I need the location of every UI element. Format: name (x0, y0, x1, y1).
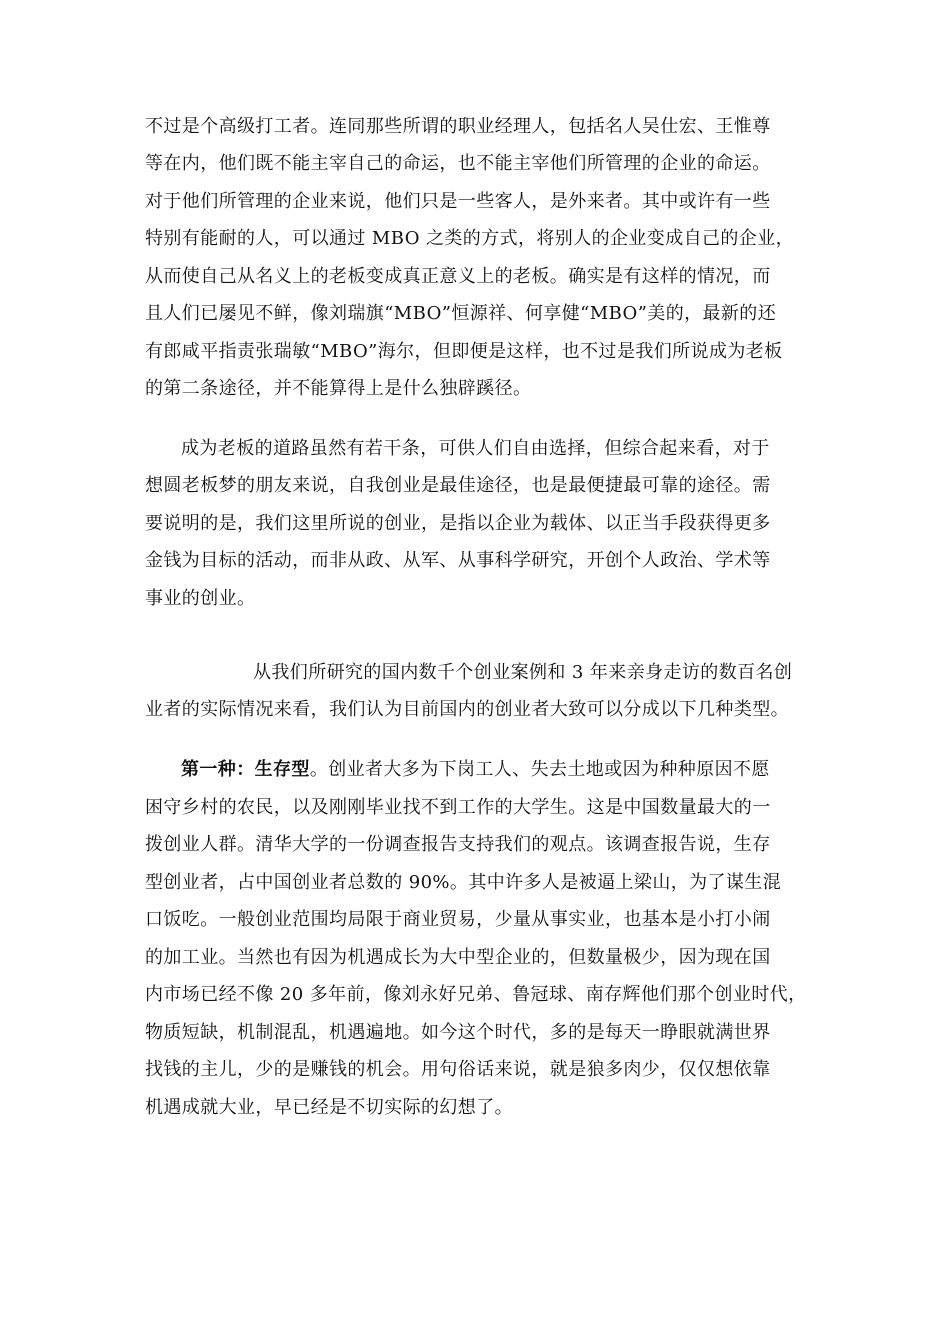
text-line: 困守乡村的农民，以及刚刚毕业找不到工作的大学生。这是中国数量最大的一 (145, 797, 771, 818)
text-line: 的加工业。当然也有因为机遇成长为大中型企业的，但数量极少，因为现在国 (145, 947, 771, 968)
text-line: 拨创业人群。清华大学的一份调查报告支持我们的观点。该调查报告说，生存 (145, 834, 771, 855)
text-line: 机遇成就大业，早已经是不切实际的幻想了。 (145, 1097, 513, 1118)
text-line: 特别有能耐的人，可以通过 MBO 之类的方式，将别人的企业变成自己的企业， (145, 228, 794, 249)
text-line: 的第二条途径，并不能算得上是什么独辟蹊径。 (145, 378, 532, 399)
text-line: 找钱的主儿，少的是赚钱的机会。用句俗话来说，就是狼多肉少，仅仅想依靠 (145, 1059, 771, 1080)
text-line: 物质短缺，机制混乱，机遇遍地。如今这个时代，多的是每天一睁眼就满世界 (145, 1022, 771, 1043)
text-line: 从而使自己从名义上的老板变成真正意义上的老板。确实是有这样的情况，而 (145, 266, 771, 287)
text-line: 从我们所研究的国内数千个创业案例和 3 年来亲身走访的数百名创 (253, 662, 793, 683)
text-line: 成为老板的道路虽然有若干条，可供人们自由选择，但综合起来看，对于 (181, 438, 770, 459)
section-heading: 第一种：生存型 (181, 759, 310, 780)
text-line: 要说明的是，我们这里所说的创业，是指以企业为载体、以正当手段获得更多 (145, 513, 771, 534)
text-line: 事业的创业。 (145, 588, 256, 609)
text-line: 且人们已屡见不鲜，像刘瑞旗“MBO”恒源祥、何享健“MBO”美的，最新的还 (145, 303, 777, 324)
text-line: 型创业者，占中国创业者总数的 90%。其中许多人是被逼上梁山，为了谋生混 (145, 872, 782, 893)
text-line: 口饭吃。一般创业范围均局限于商业贸易，少量从事实业，也基本是小打小闹 (145, 909, 771, 930)
text-line: 金钱为目标的活动，而非从政、从军、从事科学研究，开创个人政治、学术等 (145, 550, 771, 571)
text-line: 想圆老板梦的朋友来说，自我创业是最佳途径，也是最便捷最可靠的途径。需 (145, 475, 771, 496)
text-line (181, 758, 770, 782)
text-line: 有郎咸平指责张瑞敏“MBO”海尔，但即便是这样，也不过是我们所说成为老板 (145, 341, 783, 362)
text-line: 内市场已经不像 20 多年前，像刘永好兄弟、鲁冠球、南存辉他们那个创业时代， (145, 984, 807, 1005)
text-line: 等在内，他们既不能主宰自己的命运，也不能主宰他们所管理的企业的命运。 (145, 153, 771, 174)
text-line: 不过是个高级打工者。连同那些所谓的职业经理人，包括名人吴仕宏、王惟尊 (145, 116, 771, 137)
text-line: 业者的实际情况来看，我们认为目前国内的创业者大致可以分成以下几种类型。 (145, 699, 789, 720)
text-line: 对于他们所管理的企业来说，他们只是一些客人，是外来者。其中或许有一些 (145, 191, 771, 212)
text-run: 。创业者大多为下岗工人、失去土地或因为种种原因不愿 (309, 759, 770, 780)
